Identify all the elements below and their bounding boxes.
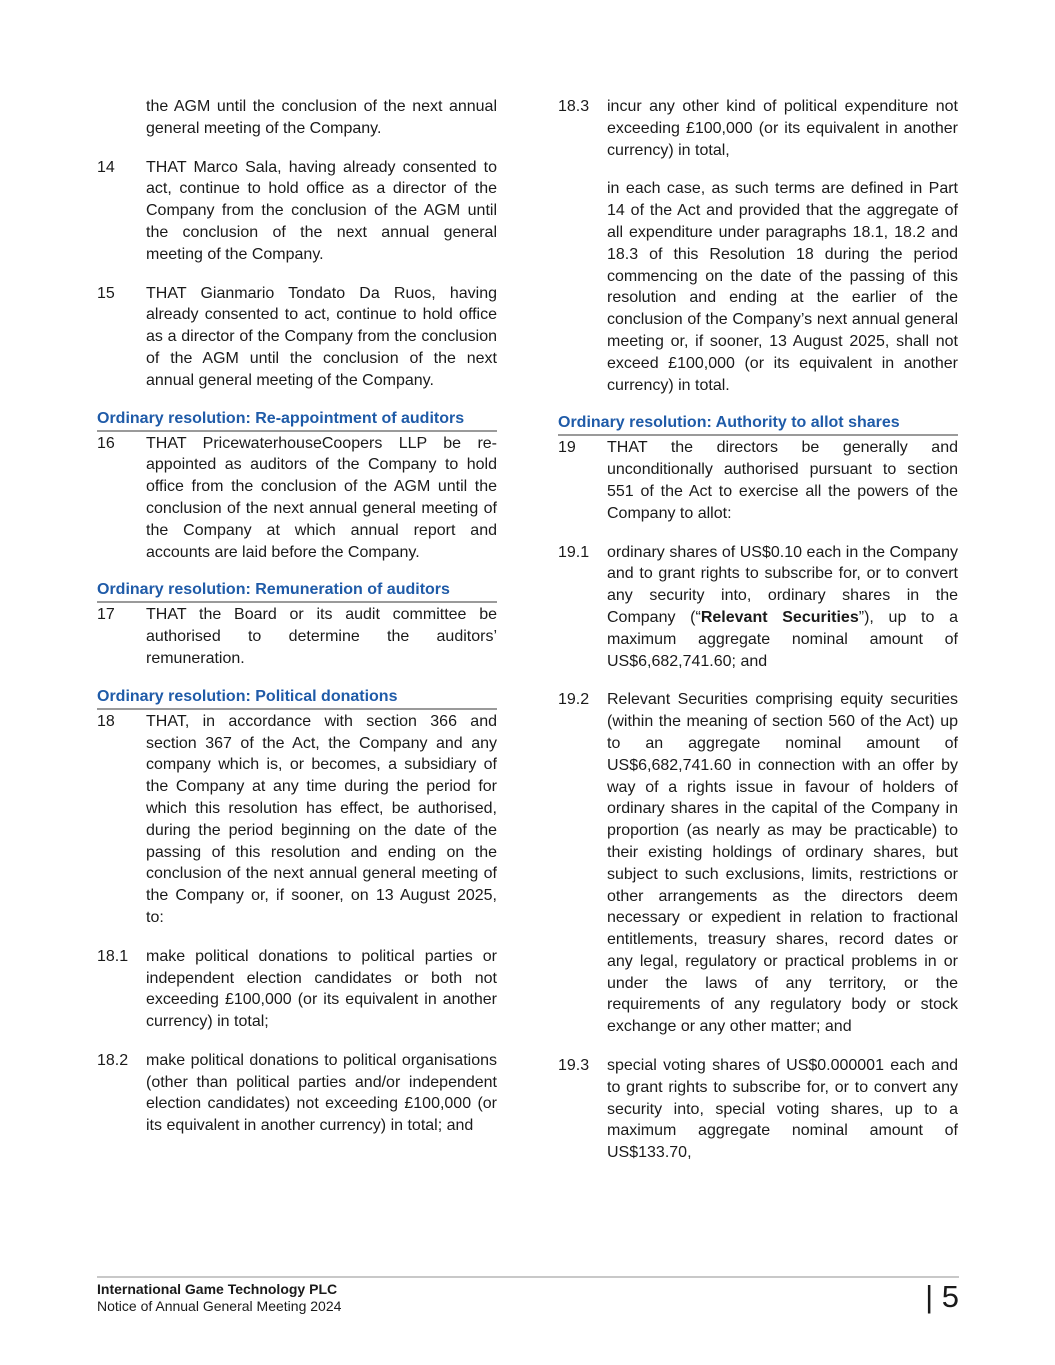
resolution-number: 19.3 (558, 1057, 590, 1075)
right-column (558, 96, 958, 1181)
text-part: ”), up to a maximum aggregate nominal amount of US$6,682,741.60; and (607, 608, 958, 670)
heading-reappointment-of-auditors: Ordinary resolution: Re-appointment of auditors (97, 409, 497, 432)
heading-authority-to-allot-shares: Ordinary resolution: Authority to allot shares (558, 413, 958, 436)
footer-document-title: Notice of Annual General Meeting 2024 (97, 1298, 342, 1314)
resolution-15 (97, 283, 497, 392)
heading-political-donations: Ordinary resolution: Political donations (97, 687, 497, 710)
resolution-18-3 (558, 96, 958, 161)
resolution-19-3 (558, 1055, 958, 1164)
resolution-19-2 (558, 689, 958, 1038)
resolution-text: THAT Marco Sala, having already consented to act, continue to hold office as a director of the Company from the conclusion of the AGM until the conclusion of the next annual general meeting of the Company. (146, 158, 497, 263)
footer-company-name: International Game Technology PLC (97, 1281, 338, 1297)
resolution-17 (97, 604, 497, 669)
resolution-text (607, 542, 958, 673)
resolution-text: special voting shares of US$0.000001 each and to grant rights to subscribe for, or to convert any security into, special voting shares, up to a maximum aggregate nominal amount of US$133.70, (607, 1057, 958, 1162)
resolution-number: 18.2 (97, 1051, 129, 1069)
defined-term: Relevant Securities (700, 608, 859, 626)
resolution-number: 18.3 (558, 98, 590, 115)
resolution-18-continued: in each case, as such terms are defined in Part 14 of the Act and provided that the aggregate of all expenditure under paragraphs 18.1, 18.2 and 18.3 of this Resolution 18 during the period commencing on the date of the passing of this resolution and ending at the earlier of the conclusion of the Company’s next annual general meeting or, if sooner, 13 August 2025, shall not exceed £100,000 (or its equivalent in another currency) in total. (607, 180, 958, 394)
resolution-text: make political donations to political organisations (other than political parties and/or independent election candidates) not exceeding £100,000 (or its equivalent in another currency) in total; and (146, 1051, 497, 1135)
resolution-number: 19 (558, 439, 576, 457)
resolution-number: 15 (97, 284, 115, 302)
resolution-text: make political donations to political parties or independent election candidates or both not exceeding £100,000 (or its equivalent in another currency) in total; (146, 947, 497, 1031)
resolution-text: THAT Gianmario Tondato Da Ruos, having already consented to act, continue to hold office as a director of the Company from the conclusion of the AGM until the conclusion of the next annual general meeting of the Company. (146, 284, 497, 389)
resolution-text: THAT the Board or its audit committee be authorised to determine the auditors’ remuneration. (146, 606, 497, 667)
resolution-text: THAT the directors be generally and unconditionally authorised pursuant to section 551 of the Act to exercise all the powers of the Company to allot: (607, 439, 958, 522)
resolution-number: 17 (97, 606, 115, 624)
resolution-18-2 (97, 1050, 497, 1137)
resolution-number: 19.1 (558, 543, 590, 561)
resolution-number: 14 (97, 158, 115, 176)
resolution-number: 19.2 (558, 691, 590, 709)
resolution-number: 16 (97, 434, 115, 452)
resolution-13-continued: the AGM until the conclusion of the next annual general meeting of the Company. (146, 98, 497, 137)
left-column (97, 96, 497, 1154)
resolution-14 (97, 157, 497, 266)
resolution-number: 18 (97, 712, 115, 730)
text-part: ordinary shares of US$0.10 each in the Company and to grant rights to subscribe for, or to convert any security into, ordinary shares in the Company (“ (607, 543, 958, 626)
resolution-16 (97, 433, 497, 564)
resolution-19-1 (558, 542, 958, 673)
resolution-18-1 (97, 946, 497, 1033)
resolution-number: 18.1 (97, 947, 129, 965)
heading-remuneration-of-auditors: Ordinary resolution: Remuneration of auditors (97, 580, 497, 603)
page-footer (97, 1276, 959, 1315)
resolution-text: Relevant Securities comprising equity securities (within the meaning of section 560 of the Act) up to an aggregate nominal amount of US$6,682,741.60 in connection with an offer by way of a rights issue in favour of holders of ordinary shares in the capital of the Company in proportion (as nearly as may be practicable) to their existing holdings of ordinary shares, but subject to such exclusions, limits, restrictions or other arrangements as the directors deem necessary or expedient in relation to fractional entitlements, treasury shares, record dates or any legal, regulatory or practical problems in or under the laws of any territory, or the requirements of any regulatory body or stock exchange or any other matter; and (607, 691, 958, 1036)
resolution-19 (558, 437, 958, 524)
resolution-18 (97, 711, 497, 929)
resolution-text: THAT, in accordance with section 366 and section 367 of the Act, the Company and any company which is, or becomes, a subsidiary of the Company at any time during the period for which this resolution has effect, be authorised, during the period beginning on the date of the passing of this resolution and ending on the conclusion of the next annual general meeting of the Company or, if sooner, on 13 August 2025, to: (146, 712, 497, 926)
resolution-text: incur any other kind of political expenditure not exceeding £100,000 (or its equivalent in another currency) in total, (607, 98, 958, 159)
resolution-text: THAT PricewaterhouseCoopers LLP be re-appointed as auditors of the Company to hold office from the conclusion of the AGM until the conclusion of the next annual general meeting of the Company at which annual report and accounts are laid before the Company. (146, 434, 497, 561)
page-number: | 5 (925, 1279, 959, 1314)
